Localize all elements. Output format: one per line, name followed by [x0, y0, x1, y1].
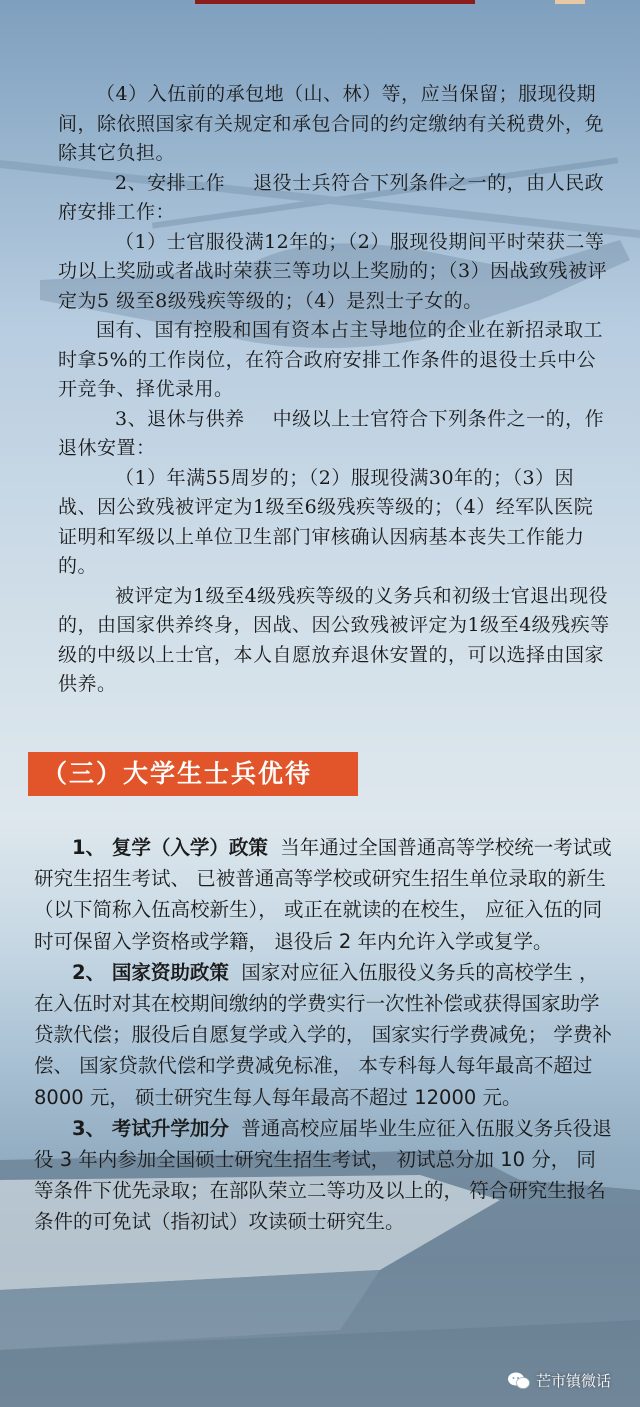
item-exam-bonus [34, 1113, 614, 1238]
paragraph-retirement [58, 405, 610, 464]
paragraph-state-support: 被评定为1级至4级残疾等级的义务兵和初级士官退出现役的，由国家供养终身，因战、因公致残被评定为1级至4级残疾等级的中级以上士官，本人自愿放弃退休安置的，可以选择由国家供养。 [58, 584, 610, 695]
item-2-heading: 2、 国家资助政策 [72, 960, 229, 984]
top-right-strip [555, 0, 585, 4]
paragraph-job-arrangement [58, 169, 610, 228]
section3-content [34, 832, 614, 1238]
top-decorative-strip [195, 0, 475, 4]
retirement-heading: 3、退休与供养 [115, 407, 245, 430]
paragraph-state-enterprises: 国有、国有控股和国有资本占主导地位的企业在新招录取工时拿5%的工作岗位，在符合政府安排工作条件的退役士兵中公开竞争、择优录用。 [58, 319, 604, 400]
item-3-text: 普通高校应届毕业生应征入伍服义务兵役退役 3 年内参加全国硕士研究生招生考试， 初试总分加 10 分， 同等条件下优先录取；在部队荣立二等功及以上的， 符合研究生报名条件的可免试（指初试）攻读硕士研究生。 [34, 1116, 612, 1234]
wechat-icon [508, 1372, 530, 1390]
paragraph-retirement-conditions: （1）年满55周岁的；（2）服现役满30年的；（3）因战、因公致残被评定为1级至6级残疾等级的；（4）经军队医院证明和军级以上单位卫生部门审核确认因病基本丧失工作能力的。 [58, 466, 594, 577]
item-1-heading: 1、 复学（入学）政策 [72, 836, 268, 859]
watermark-text: 芒市镇微话 [536, 1372, 612, 1390]
job-arrangement-text: 退役士兵符合下列条件之一的，由人民政府安排工作： [58, 171, 605, 223]
item-2-text: 国家对应征入伍服役义务兵的高校学生 ，在入伍时对其在校期间缴纳的学费实行一次性补偿或获得国家助学贷款代偿；服役后自愿复学或入学的， 国家实行学费减免； 学费补偿、 国家贷款代偿和学费减免标准， 本专科每人每年最高不超过 8000 元， 硕士研究生每人每年最高不超过 12000 元。 [34, 960, 612, 1109]
job-arrangement-heading: 2、安排工作 [115, 171, 226, 194]
section-3-banner: （三）大学生士兵优待 [28, 752, 358, 796]
item-3-heading: 3、 考试升学加分 [72, 1116, 229, 1140]
paragraph-job-conditions: （1）士官服役满12年的；（2）服现役期间平时荣获二等功以上奖励或者战时荣获三等功以上奖励的；（3）因战致残被评定为5 级至8级残疾等级的；（4）是烈士子女的。 [58, 230, 608, 312]
retirement-text: 中级以上士官符合下列条件之一的，作退休安置： [58, 407, 605, 459]
item-resume-study [34, 832, 614, 957]
paragraph-land-reservation: （4）入伍前的承包地（山、林）等，应当保留；服现役期间，除依照国家有关规定和承包合同的约定缴纳有关税费外，免除其它负担。 [58, 83, 605, 164]
item-state-funding [34, 957, 614, 1113]
item-1-text: 当年通过全国普通高等学校统一考试或研究生招生考试、 已被普通高等学校或研究生招生单位录取的新生（以下简称入伍高校新生）， 或正在就读的在校生， 应征入伍的同时可保留入学资格或学籍， 退役后 2 年内允许入学或复学。 [34, 836, 612, 953]
account-watermark [508, 1370, 611, 1391]
part1-content [58, 80, 610, 700]
